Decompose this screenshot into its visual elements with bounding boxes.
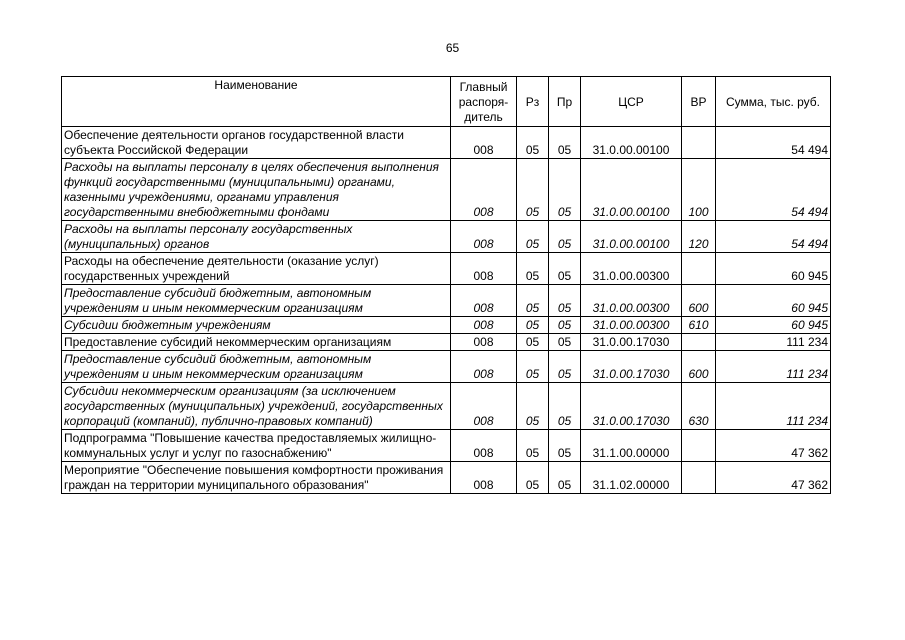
cell-vr: 610 [682,317,716,334]
table-body [62,127,831,494]
cell-csr: 31.0.00.17030 [581,383,682,430]
cell-rz: 05 [517,253,549,285]
cell-admin: 008 [451,430,517,462]
cell-pr: 05 [549,383,581,430]
cell-rz: 05 [517,127,549,159]
cell-sum: 54 494 [716,127,831,159]
table-row [62,317,831,334]
cell-vr: 630 [682,383,716,430]
cell-admin: 008 [451,221,517,253]
cell-rz: 05 [517,383,549,430]
header-row [62,77,831,127]
cell-name: Субсидии бюджетным учреждениям [62,317,451,334]
cell-csr: 31.0.00.17030 [581,334,682,351]
cell-sum: 54 494 [716,221,831,253]
cell-sum: 54 494 [716,159,831,221]
cell-vr: 600 [682,285,716,317]
header-admin: Главный распоря-дитель [451,77,517,127]
cell-pr: 05 [549,351,581,383]
cell-csr: 31.0.00.00100 [581,221,682,253]
cell-sum: 47 362 [716,462,831,494]
cell-admin: 008 [451,334,517,351]
cell-vr: 600 [682,351,716,383]
cell-admin: 008 [451,159,517,221]
cell-sum: 60 945 [716,317,831,334]
cell-pr: 05 [549,462,581,494]
cell-pr: 05 [549,430,581,462]
cell-csr: 31.0.00.17030 [581,351,682,383]
cell-pr: 05 [549,317,581,334]
cell-name: Предоставление субсидий бюджетным, автономным учреждениям и иным некоммерческим организациям [62,351,451,383]
cell-admin: 008 [451,253,517,285]
cell-csr: 31.1.00.00000 [581,430,682,462]
cell-name: Расходы на выплаты персоналу государственных (муниципальных) органов [62,221,451,253]
header-vr: ВР [682,77,716,127]
cell-csr: 31.0.00.00300 [581,253,682,285]
cell-vr [682,430,716,462]
table-row [62,430,831,462]
cell-csr: 31.0.00.00300 [581,317,682,334]
cell-rz: 05 [517,159,549,221]
cell-rz: 05 [517,462,549,494]
cell-pr: 05 [549,221,581,253]
cell-csr: 31.0.00.00100 [581,159,682,221]
cell-pr: 05 [549,285,581,317]
cell-csr: 31.0.00.00300 [581,285,682,317]
cell-sum: 111 234 [716,334,831,351]
budget-table [61,76,831,494]
cell-name: Расходы на выплаты персоналу в целях обеспечения выполнения функций государственными (муниципальными) органами, казенными учреждениями, органами управления государственными внебюджетными фондами [62,159,451,221]
cell-admin: 008 [451,317,517,334]
header-csr: ЦСР [581,77,682,127]
cell-sum: 60 945 [716,253,831,285]
cell-rz: 05 [517,317,549,334]
cell-pr: 05 [549,334,581,351]
cell-rz: 05 [517,285,549,317]
cell-pr: 05 [549,253,581,285]
table-row [62,221,831,253]
cell-name: Субсидии некоммерческим организациям (за исключением государственных (муниципальных) учреждений, государственных корпораций (компаний), публично-правовых компаний) [62,383,451,430]
cell-admin: 008 [451,462,517,494]
cell-sum: 111 234 [716,351,831,383]
cell-name: Расходы на обеспечение деятельности (оказание услуг) государственных учреждений [62,253,451,285]
table-row [62,127,831,159]
cell-rz: 05 [517,351,549,383]
cell-vr [682,253,716,285]
cell-csr: 31.0.00.00100 [581,127,682,159]
cell-vr [682,127,716,159]
cell-vr: 100 [682,159,716,221]
header-pr: Пр [549,77,581,127]
cell-rz: 05 [517,430,549,462]
cell-vr [682,462,716,494]
cell-admin: 008 [451,351,517,383]
cell-rz: 05 [517,334,549,351]
cell-name: Предоставление субсидий некоммерческим организациям [62,334,451,351]
cell-sum: 60 945 [716,285,831,317]
cell-admin: 008 [451,127,517,159]
cell-name: Обеспечение деятельности органов государственной власти субъекта Российской Федерации [62,127,451,159]
table-row [62,462,831,494]
table-row [62,285,831,317]
cell-pr: 05 [549,127,581,159]
cell-admin: 008 [451,383,517,430]
cell-name: Предоставление субсидий бюджетным, автономным учреждениям и иным некоммерческим организациям [62,285,451,317]
cell-admin: 008 [451,285,517,317]
header-rz: Рз [517,77,549,127]
cell-pr: 05 [549,159,581,221]
table-row [62,334,831,351]
cell-sum: 47 362 [716,430,831,462]
table-row [62,383,831,430]
table-row [62,351,831,383]
cell-csr: 31.1.02.00000 [581,462,682,494]
cell-name: Подпрограмма "Повышение качества предоставляемых жилищно-коммунальных услуг и услуг по газоснабжению" [62,430,451,462]
page-number: 65 [445,41,460,55]
cell-vr [682,334,716,351]
cell-vr: 120 [682,221,716,253]
header-sum: Сумма, тыс. руб. [716,77,831,127]
table-row [62,159,831,221]
table-row [62,253,831,285]
header-name: Наименование [62,77,451,127]
cell-rz: 05 [517,221,549,253]
cell-name: Мероприятие "Обеспечение повышения комфортности проживания граждан на территории муниципального образования" [62,462,451,494]
cell-sum: 111 234 [716,383,831,430]
